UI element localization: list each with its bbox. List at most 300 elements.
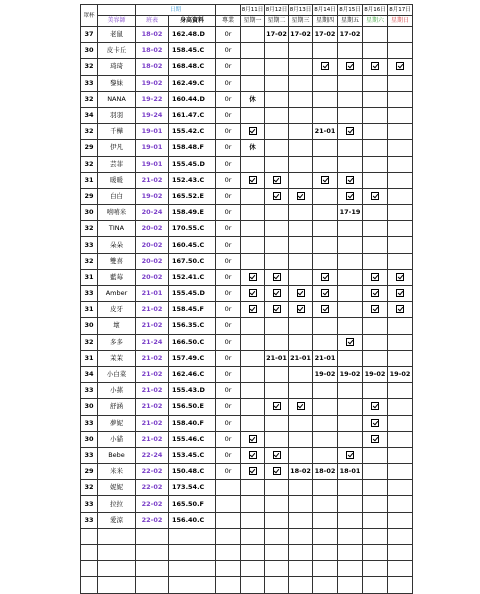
day-cell <box>338 253 363 269</box>
header-row-labels <box>81 16 413 27</box>
day-cell <box>265 124 289 140</box>
body-cell: 155.45.D <box>169 156 216 172</box>
day-cell <box>363 27 388 43</box>
day-cell: 19-02 <box>388 366 413 382</box>
day-cell <box>388 75 413 91</box>
time-cell: 21-24 <box>136 334 169 350</box>
spec-cell: 0r <box>216 107 241 123</box>
day-cell <box>338 399 363 415</box>
spec-cell: 0r <box>216 91 241 107</box>
day-cell <box>338 383 363 399</box>
time-cell: 19-24 <box>136 107 169 123</box>
day-cell <box>289 399 313 415</box>
spec-cell: 0r <box>216 447 241 463</box>
day-cell <box>265 464 289 480</box>
day-cell <box>241 318 265 334</box>
day-cell: 18-02 <box>289 464 313 480</box>
table-row <box>81 27 413 43</box>
date-header: 8月16日 <box>363 5 388 16</box>
day-cell: 21-01 <box>265 350 289 366</box>
time-cell: 22-02 <box>136 512 169 528</box>
day-cell <box>241 431 265 447</box>
day-cell <box>289 480 313 496</box>
table-row <box>81 496 413 512</box>
checkbox-checked-icon <box>321 305 329 313</box>
table-row <box>81 221 413 237</box>
spec-cell: 0r <box>216 75 241 91</box>
day-cell <box>363 124 388 140</box>
name-cell: Bebe <box>98 447 136 463</box>
body-cell: 168.48.C <box>169 59 216 75</box>
spec-cell: 0r <box>216 27 241 43</box>
cup-cell: 33 <box>81 415 98 431</box>
day-cell <box>241 334 265 350</box>
cup-cell: 33 <box>81 383 98 399</box>
table-row <box>81 366 413 382</box>
time-cell: 20-24 <box>136 205 169 221</box>
name-cell: 白白 <box>98 188 136 204</box>
day-cell <box>388 253 413 269</box>
table-row <box>81 399 413 415</box>
body-cell: 156.35.C <box>169 318 216 334</box>
checkbox-checked-icon <box>249 435 257 443</box>
name-cell <box>98 561 136 577</box>
checkbox-checked-icon <box>371 289 379 297</box>
day-cell <box>265 140 289 156</box>
body-cell: 162.46.C <box>169 366 216 382</box>
day-cell <box>265 107 289 123</box>
day-cell <box>313 75 338 91</box>
body-header: 身高資料 <box>169 16 216 27</box>
date-header: 8月13日 <box>289 5 313 16</box>
day-cell <box>289 140 313 156</box>
body-cell: 158.40.F <box>169 415 216 431</box>
checkbox-checked-icon <box>371 62 379 70</box>
day-cell <box>338 431 363 447</box>
name-cell: 藍莓 <box>98 269 136 285</box>
cup-cell <box>81 528 98 544</box>
weekday-header: 星期五 <box>338 16 363 27</box>
body-cell: 161.47.C <box>169 107 216 123</box>
schedule-rows <box>81 27 413 594</box>
body-cell: 160.44.D <box>169 91 216 107</box>
day-cell <box>313 480 338 496</box>
spec-cell: 0r <box>216 237 241 253</box>
day-cell <box>241 383 265 399</box>
time-cell: 21-02 <box>136 399 169 415</box>
name-cell <box>98 545 136 561</box>
checkbox-checked-icon <box>321 176 329 184</box>
schedule-sheet <box>80 4 412 594</box>
day-cell: 17-19 <box>338 205 363 221</box>
day-cell <box>289 415 313 431</box>
day-cell <box>289 561 313 577</box>
time-cell: 20-02 <box>136 221 169 237</box>
cup-cell <box>81 577 98 593</box>
day-cell <box>289 366 313 382</box>
day-cell <box>265 512 289 528</box>
time-cell: 18-02 <box>136 27 169 43</box>
cup-header: 罩杯 <box>81 5 98 27</box>
table-row <box>81 528 413 544</box>
cup-cell: 32 <box>81 480 98 496</box>
table-row <box>81 577 413 593</box>
table-row <box>81 431 413 447</box>
time-cell: 19-02 <box>136 75 169 91</box>
time-cell: 20-02 <box>136 253 169 269</box>
day-cell: 19-02 <box>363 366 388 382</box>
day-cell: 21-01 <box>313 124 338 140</box>
spec-cell: 0r <box>216 269 241 285</box>
day-cell <box>265 496 289 512</box>
day-cell <box>338 447 363 463</box>
day-cell: 19-02 <box>313 366 338 382</box>
table-row <box>81 383 413 399</box>
day-cell <box>265 286 289 302</box>
day-cell <box>363 431 388 447</box>
time-cell: 18-02 <box>136 59 169 75</box>
cup-cell: 31 <box>81 172 98 188</box>
day-cell <box>338 269 363 285</box>
day-cell <box>241 156 265 172</box>
spec-cell: 0r <box>216 464 241 480</box>
cup-cell: 34 <box>81 107 98 123</box>
day-cell <box>363 205 388 221</box>
body-cell: 158.45.C <box>169 43 216 59</box>
body-cell: 153.45.C <box>169 447 216 463</box>
day-cell <box>289 334 313 350</box>
day-cell <box>363 561 388 577</box>
day-cell <box>388 350 413 366</box>
day-cell <box>388 577 413 593</box>
table-row <box>81 91 413 107</box>
day-cell <box>241 545 265 561</box>
cup-cell: 30 <box>81 431 98 447</box>
day-cell <box>338 237 363 253</box>
checkbox-checked-icon <box>346 127 354 135</box>
day-cell <box>338 528 363 544</box>
body-cell: 152.41.C <box>169 269 216 285</box>
time-cell: 21-02 <box>136 350 169 366</box>
name-cell: 米米 <box>98 464 136 480</box>
checkbox-checked-icon <box>249 305 257 313</box>
day-cell <box>363 318 388 334</box>
day-cell <box>363 140 388 156</box>
day-cell <box>338 221 363 237</box>
day-cell <box>313 221 338 237</box>
checkbox-checked-icon <box>249 127 257 135</box>
day-cell <box>265 43 289 59</box>
day-cell <box>241 107 265 123</box>
day-cell <box>265 221 289 237</box>
day-cell <box>241 43 265 59</box>
name-cell: 芸菲 <box>98 156 136 172</box>
day-cell <box>388 107 413 123</box>
table-row <box>81 464 413 480</box>
day-cell <box>313 318 338 334</box>
day-cell <box>363 75 388 91</box>
date-header: 8月15日 <box>338 5 363 16</box>
day-cell <box>289 545 313 561</box>
spec-cell <box>216 496 241 512</box>
day-cell <box>363 577 388 593</box>
time-cell: 21-02 <box>136 318 169 334</box>
day-cell <box>388 188 413 204</box>
day-cell <box>241 528 265 544</box>
time-cell: 21-02 <box>136 431 169 447</box>
table-row <box>81 350 413 366</box>
day-cell <box>363 350 388 366</box>
name-cell: 朵朵 <box>98 237 136 253</box>
day-cell <box>338 302 363 318</box>
day-cell <box>388 221 413 237</box>
cup-cell: 33 <box>81 75 98 91</box>
checkbox-checked-icon <box>346 451 354 459</box>
checkbox-checked-icon <box>249 176 257 184</box>
checkbox-checked-icon <box>371 305 379 313</box>
day-cell <box>265 431 289 447</box>
checkbox-checked-icon <box>321 273 329 281</box>
date-header: 8月12日 <box>265 5 289 16</box>
time-cell <box>136 577 169 593</box>
time-cell: 20-02 <box>136 237 169 253</box>
day-cell <box>388 318 413 334</box>
cup-cell: 30 <box>81 43 98 59</box>
time-cell: 21-02 <box>136 172 169 188</box>
day-cell <box>241 350 265 366</box>
day-cell <box>313 140 338 156</box>
body-cell: 158.45.F <box>169 302 216 318</box>
day-cell <box>289 318 313 334</box>
day-cell <box>363 156 388 172</box>
day-cell <box>338 59 363 75</box>
spec-cell: 0r <box>216 431 241 447</box>
day-cell <box>265 447 289 463</box>
day-cell <box>363 91 388 107</box>
day-cell <box>388 172 413 188</box>
time-cell: 21-02 <box>136 383 169 399</box>
date-header: 8月14日 <box>313 5 338 16</box>
day-cell <box>241 237 265 253</box>
day-cell <box>241 172 265 188</box>
time-cell: 20-02 <box>136 269 169 285</box>
day-cell <box>289 75 313 91</box>
checkbox-checked-icon <box>396 289 404 297</box>
weekday-header: 星期二 <box>265 16 289 27</box>
spec-cell: 0r <box>216 350 241 366</box>
checkbox-checked-icon <box>371 419 379 427</box>
day-cell <box>289 528 313 544</box>
name-cell: 茉茉 <box>98 350 136 366</box>
day-cell <box>241 415 265 431</box>
checkbox-checked-icon <box>346 176 354 184</box>
body-cell <box>169 577 216 593</box>
table-row <box>81 75 413 91</box>
day-cell <box>338 545 363 561</box>
day-cell <box>338 286 363 302</box>
table-row <box>81 545 413 561</box>
day-cell <box>241 577 265 593</box>
body-cell: 165.52.E <box>169 188 216 204</box>
checkbox-checked-icon <box>249 273 257 281</box>
day-cell <box>289 91 313 107</box>
table-row <box>81 43 413 59</box>
day-cell <box>265 415 289 431</box>
day-cell <box>338 561 363 577</box>
cup-cell: 32 <box>81 156 98 172</box>
body-cell: 173.54.C <box>169 480 216 496</box>
day-cell <box>388 59 413 75</box>
checkbox-checked-icon <box>371 402 379 410</box>
table-row <box>81 237 413 253</box>
day-cell <box>289 172 313 188</box>
weekday-header-saturday: 星期六 <box>363 16 388 27</box>
name-cell: 小貓 <box>98 431 136 447</box>
day-cell <box>363 399 388 415</box>
cup-cell: 32 <box>81 91 98 107</box>
day-cell <box>388 286 413 302</box>
day-cell <box>313 59 338 75</box>
checkbox-checked-icon <box>346 338 354 346</box>
day-cell <box>241 59 265 75</box>
name-cell: 暖暖 <box>98 172 136 188</box>
day-cell <box>313 383 338 399</box>
table-row <box>81 286 413 302</box>
checkbox-checked-icon <box>321 62 329 70</box>
day-cell <box>363 286 388 302</box>
body-cell: 155.45.D <box>169 286 216 302</box>
day-cell <box>241 447 265 463</box>
day-cell <box>388 140 413 156</box>
spec-cell: 0r <box>216 399 241 415</box>
day-cell <box>289 221 313 237</box>
day-cell <box>289 269 313 285</box>
day-cell <box>289 302 313 318</box>
time-cell: 19-01 <box>136 124 169 140</box>
body-cell: 152.43.C <box>169 172 216 188</box>
name-cell: 琦琦 <box>98 59 136 75</box>
table-row <box>81 124 413 140</box>
day-cell: 17-02 <box>338 27 363 43</box>
table-row <box>81 205 413 221</box>
checkbox-checked-icon <box>297 305 305 313</box>
checkbox-checked-icon <box>273 402 281 410</box>
body-cell: 166.50.C <box>169 334 216 350</box>
day-cell <box>289 383 313 399</box>
day-cell <box>388 399 413 415</box>
day-cell <box>338 75 363 91</box>
day-cell <box>338 124 363 140</box>
day-cell <box>338 156 363 172</box>
name-cell: NANA <box>98 91 136 107</box>
spec-cell: 0r <box>216 286 241 302</box>
day-cell <box>241 27 265 43</box>
time-cell: 19-02 <box>136 188 169 204</box>
checkbox-checked-icon <box>273 273 281 281</box>
cup-cell: 34 <box>81 366 98 382</box>
day-cell <box>265 172 289 188</box>
day-cell <box>265 318 289 334</box>
day-cell <box>265 253 289 269</box>
day-cell <box>363 269 388 285</box>
spec-cell <box>216 561 241 577</box>
day-cell <box>241 366 265 382</box>
cup-cell: 32 <box>81 59 98 75</box>
day-cell <box>363 447 388 463</box>
time-cell <box>136 561 169 577</box>
spec-cell: 0r <box>216 188 241 204</box>
day-cell <box>265 75 289 91</box>
day-cell <box>363 496 388 512</box>
day-cell <box>363 221 388 237</box>
spec-cell <box>216 512 241 528</box>
day-cell <box>363 334 388 350</box>
spec-cell: 0r <box>216 124 241 140</box>
table-row <box>81 172 413 188</box>
day-cell <box>289 431 313 447</box>
day-cell <box>338 43 363 59</box>
table-row <box>81 140 413 156</box>
day-cell <box>313 496 338 512</box>
cup-cell: 30 <box>81 399 98 415</box>
spec-cell: 0r <box>216 172 241 188</box>
name-cell: 伊凡 <box>98 140 136 156</box>
day-cell <box>289 512 313 528</box>
table-row <box>81 107 413 123</box>
cup-cell: 29 <box>81 188 98 204</box>
table-row <box>81 59 413 75</box>
cup-cell: 33 <box>81 496 98 512</box>
day-cell <box>265 399 289 415</box>
checkbox-checked-icon <box>249 289 257 297</box>
day-cell <box>289 205 313 221</box>
day-cell <box>388 447 413 463</box>
spec-cell <box>216 480 241 496</box>
body-cell <box>169 528 216 544</box>
body-cell: 155.46.C <box>169 431 216 447</box>
time-cell: 19-01 <box>136 140 169 156</box>
name-cell: 千樺 <box>98 124 136 140</box>
date-header: 8月17日 <box>388 5 413 16</box>
checkbox-checked-icon <box>273 192 281 200</box>
time-cell: 21-02 <box>136 366 169 382</box>
day-cell <box>289 286 313 302</box>
day-cell <box>363 512 388 528</box>
day-cell <box>388 528 413 544</box>
day-cell <box>313 156 338 172</box>
day-cell <box>388 480 413 496</box>
day-cell <box>388 334 413 350</box>
day-cell <box>363 59 388 75</box>
day-cell <box>265 188 289 204</box>
cup-cell: 33 <box>81 286 98 302</box>
body-cell: 155.43.D <box>169 383 216 399</box>
day-cell <box>313 172 338 188</box>
table-row <box>81 512 413 528</box>
day-cell <box>388 431 413 447</box>
spec-cell: 0r <box>216 334 241 350</box>
name-cell: Amber <box>98 286 136 302</box>
day-cell <box>265 383 289 399</box>
body-cell: 157.49.C <box>169 350 216 366</box>
day-cell <box>289 447 313 463</box>
day-cell <box>313 91 338 107</box>
cup-cell: 33 <box>81 237 98 253</box>
day-cell <box>241 269 265 285</box>
day-cell: 17-02 <box>313 27 338 43</box>
time-cell: 21-02 <box>136 415 169 431</box>
body-cell: 158.48.F <box>169 140 216 156</box>
